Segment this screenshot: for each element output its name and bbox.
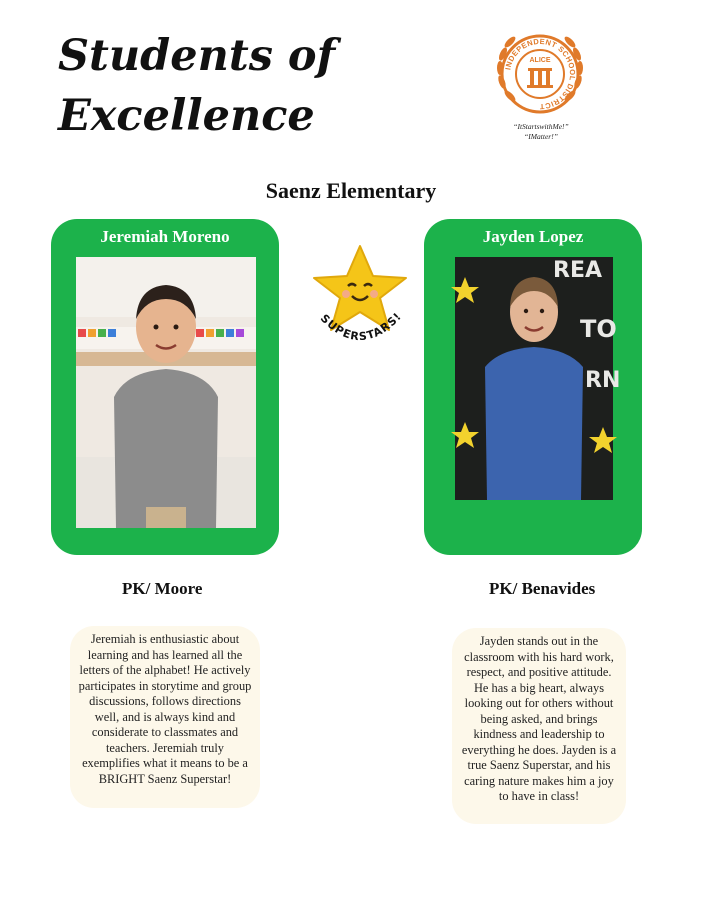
student-photo-1 [76,257,256,528]
student-card-1 [51,219,279,555]
student-class-2: PK/ Benavides [489,579,596,598]
title-line-1: Students of [58,31,336,81]
school-name: Saenz Elementary [265,178,437,203]
superstars-badge [300,240,420,370]
svg-text:ALICE: ALICE [529,57,551,64]
student-name-2: Jayden Lopez [482,227,584,246]
svg-text:RN: RN [585,368,621,393]
svg-text:SUPERSTARS!: SUPERSTARS! [317,309,405,344]
page-title [58,26,335,146]
student-photo-2 [455,257,621,500]
motto-line-1: “ItStartswithMe!” [513,122,569,131]
student-class-1: PK/ Moore [122,579,203,598]
title-line-2: Excellence [58,91,315,141]
svg-text:TO: TO [580,315,617,343]
district-logo [488,22,592,126]
svg-text:REA: REA [553,258,602,283]
district-motto [495,122,587,142]
svg-text:INDEPENDENT SCHOOL DISTRICT: INDEPENDENT SCHOOL DISTRICT [503,36,578,112]
motto-line-2: “IMatter!” [524,132,558,141]
student-description-1: Jeremiah is enthusiastic about learning and has learned all the letters of the alphabet! He actively participates in storytime and group discussions, follows directions well, and is always kind and considerate to classmates and teachers. Jeremiah truly exemplifies what it means to be a BRIGHT Saenz Superstar! [70,626,260,808]
student-card-2 [424,219,642,555]
student-name-1: Jeremiah Moreno [100,227,230,246]
student-description-2: Jayden stands out in the classroom with his hard work, respect, and positive attitude. He has a big heart, always looking out for others without being asked, and brings kindness and leadership to everything he does. Jayden is a true Saenz Superstar, and his caring nature makes him a joy to have in class! [452,628,626,824]
